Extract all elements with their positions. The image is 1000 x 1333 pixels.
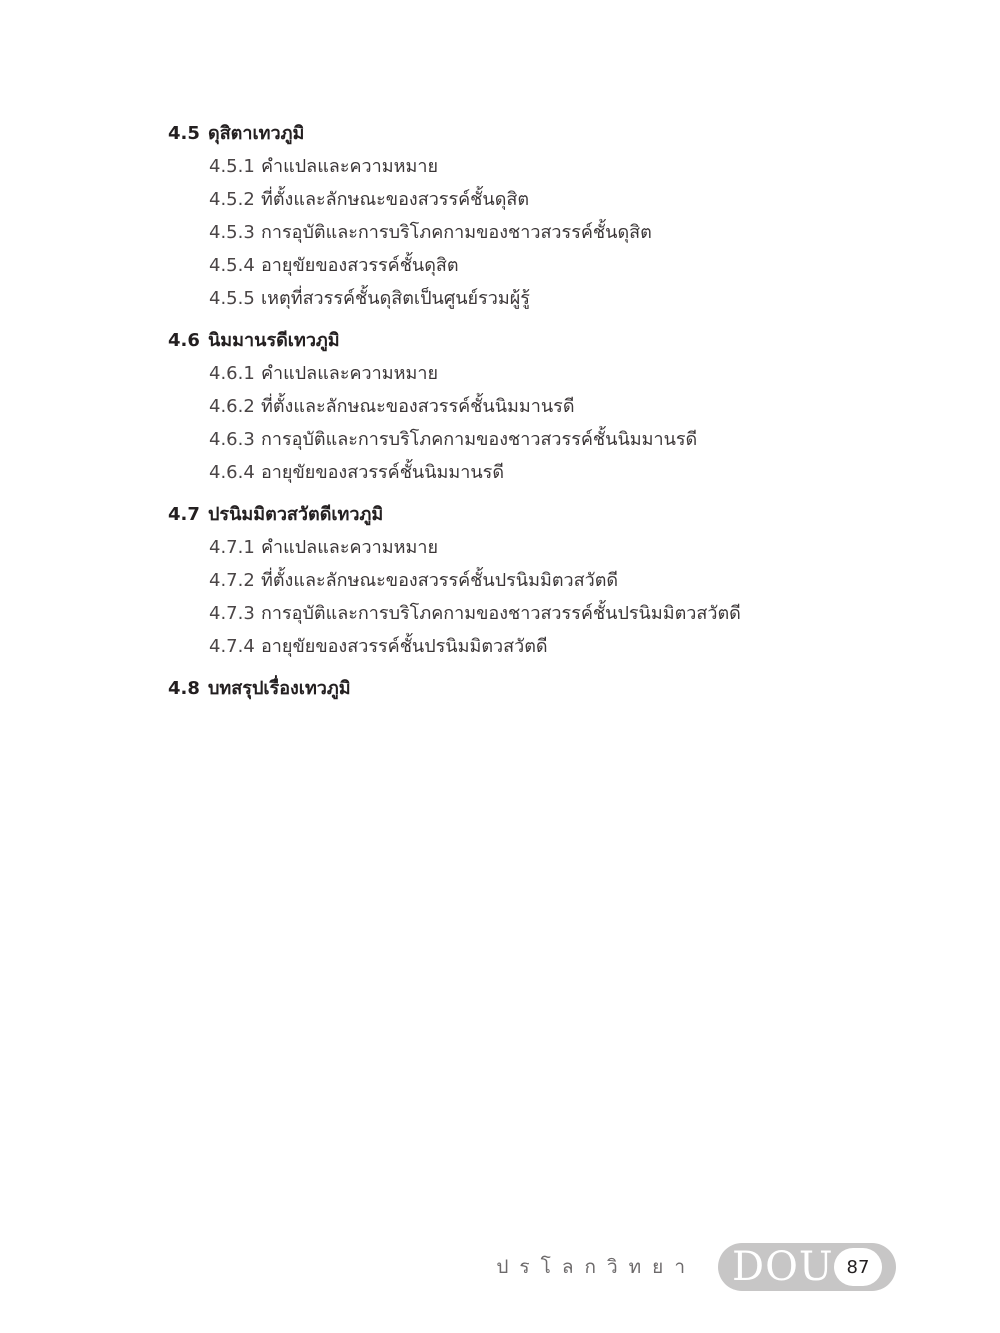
section-heading [168,673,948,705]
table-of-contents [168,118,948,715]
toc-item [168,630,948,663]
dou-badge [718,1243,896,1291]
item-number: 4.7.2 [209,570,255,591]
page-number: 87 [834,1248,882,1286]
item-number: 4.5.4 [209,255,255,276]
section-heading [168,499,948,531]
toc-item [168,282,948,315]
toc-section [168,325,948,489]
item-number: 4.5.1 [209,156,255,177]
toc-item [168,216,948,249]
item-number: 4.5.5 [209,288,255,309]
course-title: ปรโลกวิทยา [496,1256,696,1278]
item-number: 4.6.3 [209,429,255,450]
section-title: ปรนิมมิตวสวัตดีเทวภูมิ [208,504,384,525]
item-number: 4.6.4 [209,462,255,483]
section-title: บทสรุปเรื่องเทวภูมิ [208,678,351,699]
section-heading [168,325,948,357]
item-title: ที่ตั้งและลักษณะของสวรรค์ชั้นปรนิมมิตวสวัตดี [261,570,619,591]
toc-item [168,456,948,489]
toc-item [168,357,948,390]
toc-section [168,118,948,315]
item-title: คำแปลและความหมาย [261,537,439,558]
item-title: ที่ตั้งและลักษณะของสวรรค์ชั้นดุสิต [261,189,530,210]
section-number: 4.5 [168,123,200,144]
section-number: 4.6 [168,330,200,351]
section-heading [168,118,948,150]
page-footer [496,1243,896,1291]
item-title: คำแปลและความหมาย [261,156,439,177]
item-title: การอุบัติและการบริโภคกามของชาวสวรรค์ชั้นปรนิมมิตวสวัตดี [261,603,741,624]
item-title: การอุบัติและการบริโภคกามของชาวสวรรค์ชั้นดุสิต [261,222,652,243]
item-title: เหตุที่สวรรค์ชั้นดุสิตเป็นศูนย์รวมผู้รู้ [261,288,530,309]
toc-item [168,564,948,597]
toc-item [168,531,948,564]
item-title: การอุบัติและการบริโภคกามของชาวสวรรค์ชั้นนิมมานรดี [261,429,698,450]
toc-item [168,597,948,630]
item-number: 4.7.3 [209,603,255,624]
item-number: 4.7.4 [209,636,255,657]
toc-item [168,423,948,456]
toc-item [168,183,948,216]
item-title: ที่ตั้งและลักษณะของสวรรค์ชั้นนิมมานรดี [261,396,575,417]
item-number: 4.7.1 [209,537,255,558]
item-number: 4.5.2 [209,189,255,210]
item-title: อายุขัยของสวรรค์ชั้นปรนิมมิตวสวัตดี [261,636,548,657]
section-title: นิมมานรดีเทวภูมิ [208,330,340,351]
item-number: 4.6.1 [209,363,255,384]
toc-item [168,249,948,282]
item-title: คำแปลและความหมาย [261,363,439,384]
item-title: อายุขัยของสวรรค์ชั้นดุสิต [261,255,459,276]
section-number: 4.7 [168,504,200,525]
section-title: ดุสิตาเทวภูมิ [208,123,305,144]
dou-logo: DOU [732,1244,834,1290]
toc-item [168,150,948,183]
toc-section [168,673,948,705]
toc-item [168,390,948,423]
item-number: 4.5.3 [209,222,255,243]
section-number: 4.8 [168,678,200,699]
item-number: 4.6.2 [209,396,255,417]
toc-section [168,499,948,663]
item-title: อายุขัยของสวรรค์ชั้นนิมมานรดี [261,462,505,483]
